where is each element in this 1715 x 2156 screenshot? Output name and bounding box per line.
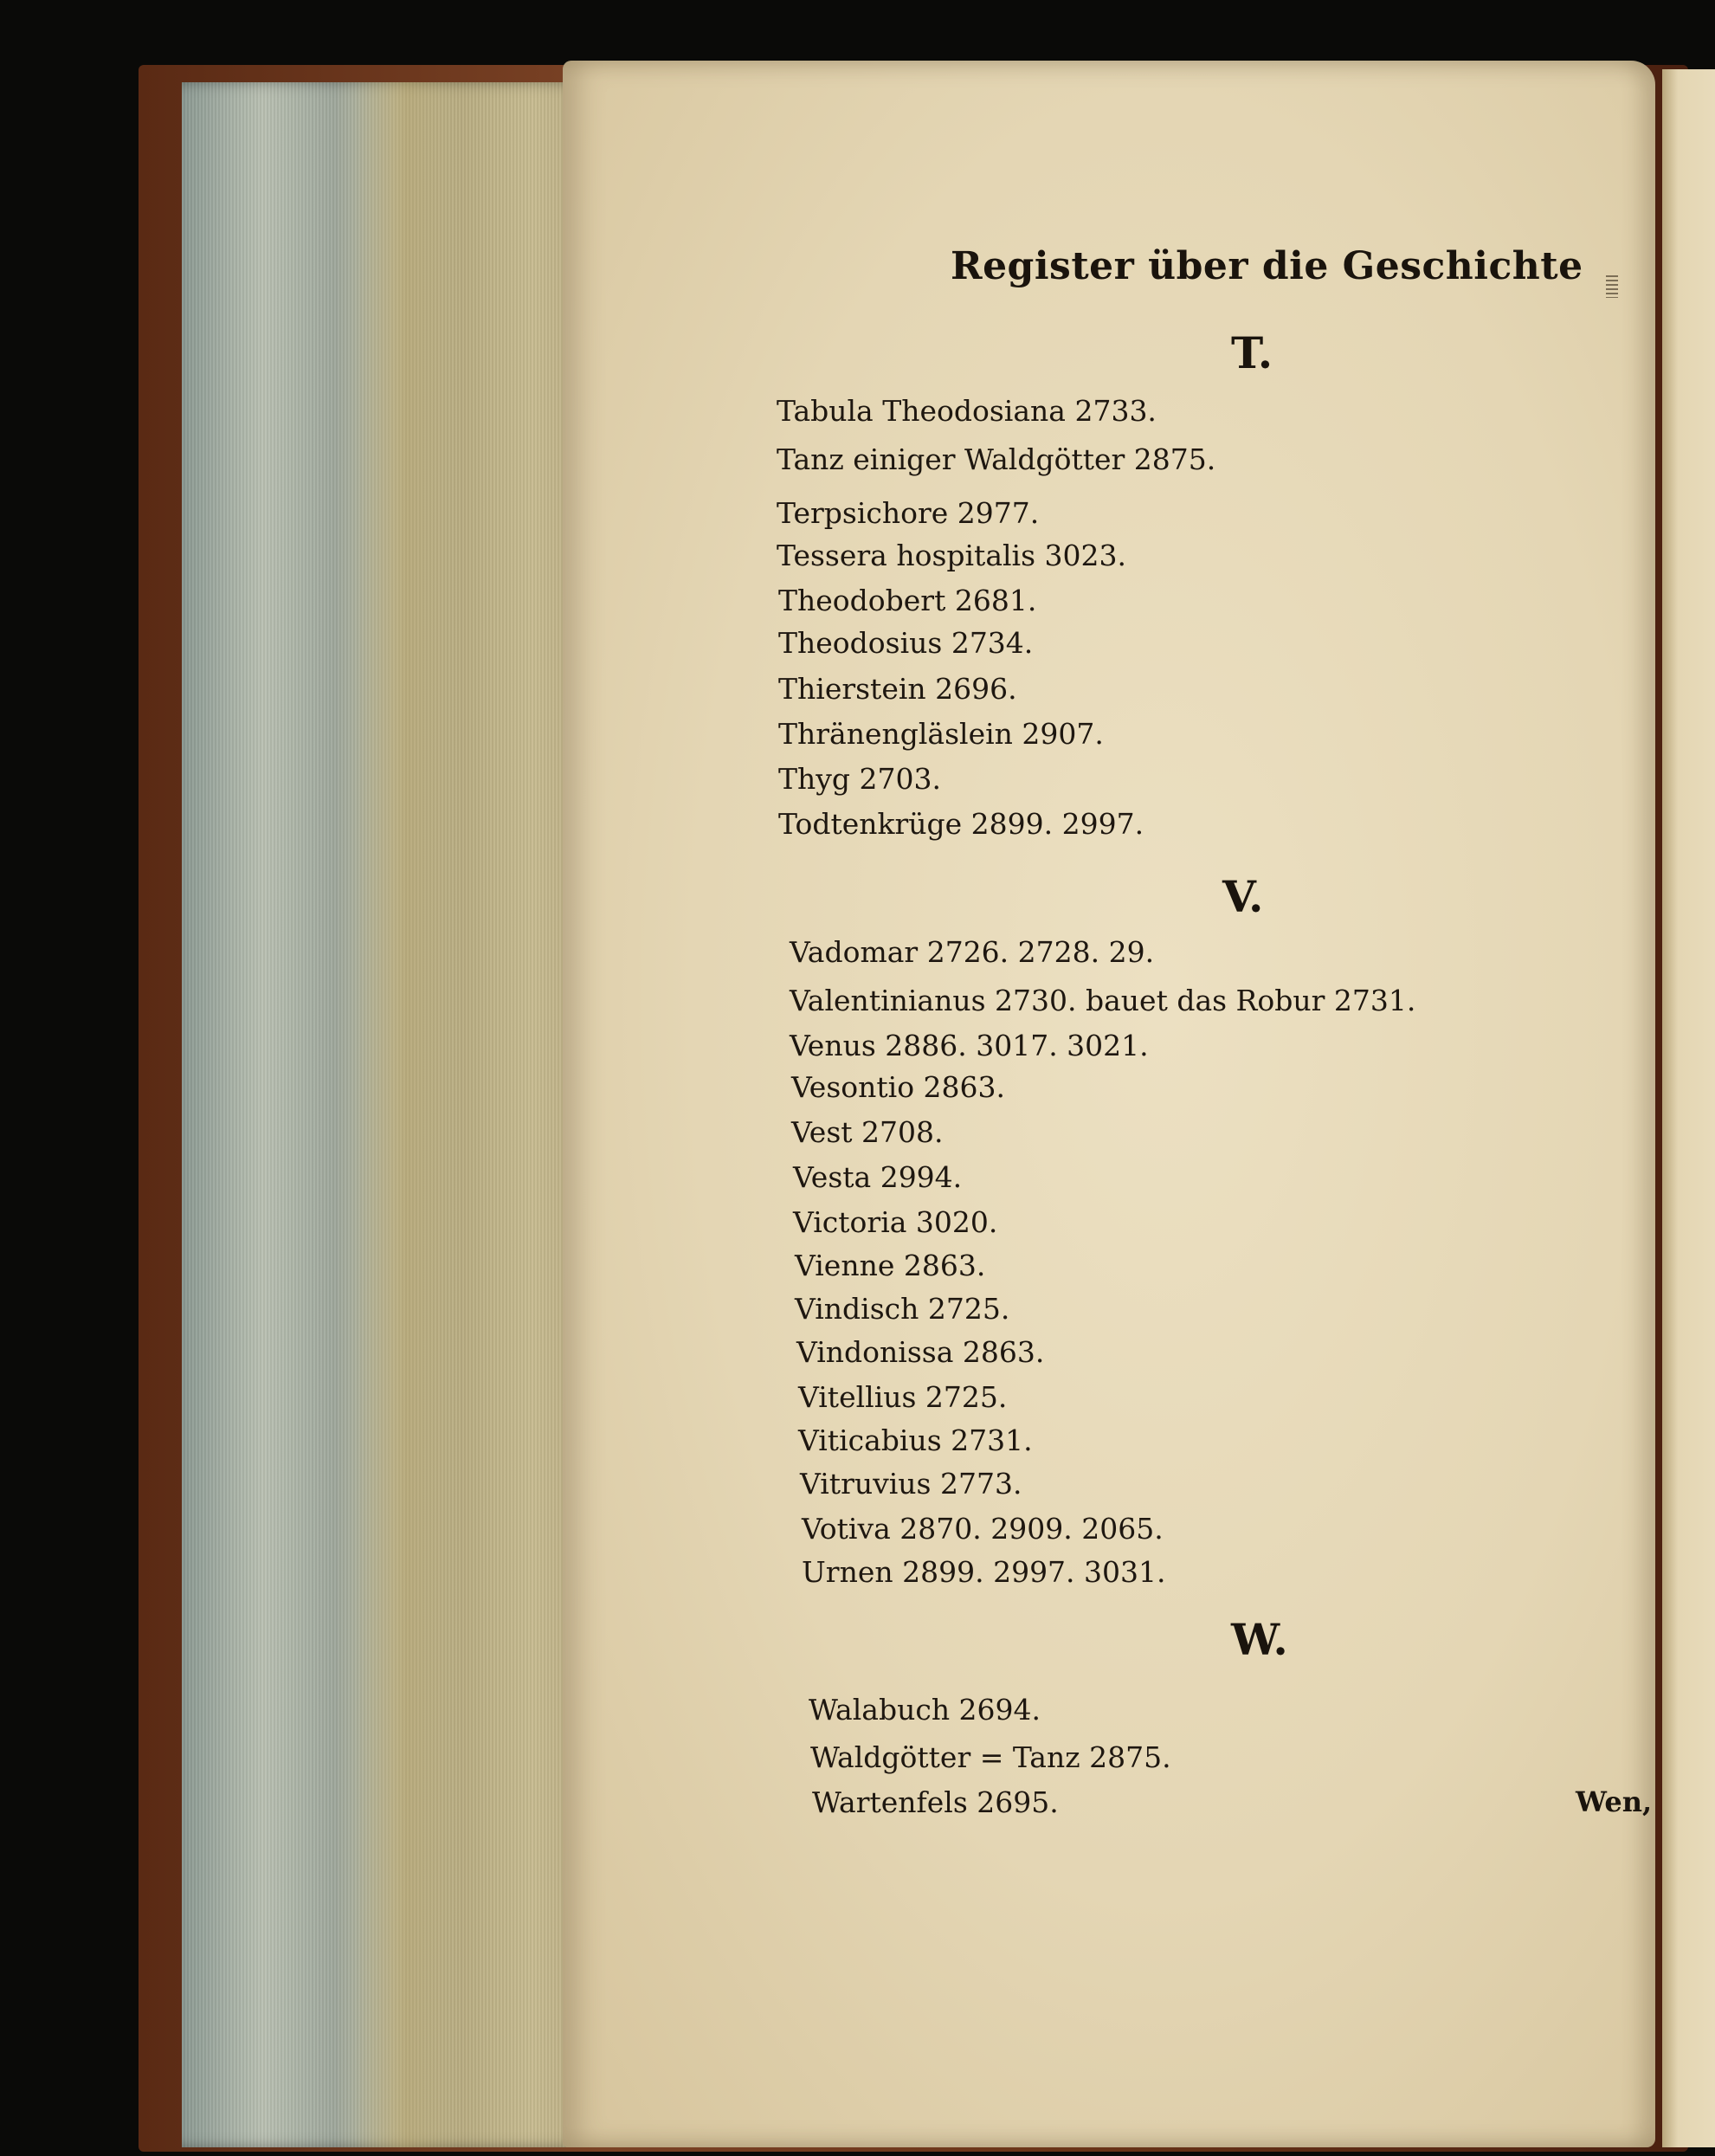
- edge-stain: [355, 82, 459, 2147]
- index-entry: Vitellius 2725.: [798, 1380, 1008, 1414]
- gutter-mark: [1606, 275, 1618, 298]
- index-entry: Tanz einiger Waldgötter 2875.: [777, 442, 1216, 476]
- catchword: Wen,: [1576, 1785, 1653, 1818]
- index-entry: Urnen 2899. 2997. 3031.: [802, 1555, 1166, 1589]
- index-entry: Vadomar 2726. 2728. 29.: [790, 935, 1155, 969]
- index-entry: Vienne 2863.: [795, 1249, 986, 1282]
- facing-page-fragment: [1680, 391, 1714, 410]
- index-entry: Todtenkrüge 2899. 2997.: [778, 807, 1144, 841]
- index-entry: Walabuch 2694.: [809, 1693, 1041, 1727]
- index-entry: Valentinianus 2730. bauet das Robur 2731.: [790, 984, 1416, 1017]
- section-letter-w: W.: [1231, 1614, 1288, 1665]
- index-entry: Thyg 2703.: [778, 762, 941, 796]
- index-entry: Thränengläslein 2907.: [778, 717, 1104, 751]
- index-entry: Viticabius 2731.: [798, 1423, 1033, 1457]
- index-entry: Venus 2886. 3017. 3021.: [790, 1029, 1149, 1062]
- index-entry: Wartenfels 2695.: [812, 1785, 1059, 1819]
- index-entry: Vindonissa 2863.: [796, 1335, 1045, 1369]
- index-entry: Victoria 3020.: [793, 1205, 998, 1239]
- index-entry: Tabula Theodosiana 2733.: [777, 394, 1157, 428]
- index-entry: Vest 2708.: [791, 1115, 944, 1149]
- index-entry: Vindisch 2725.: [795, 1292, 1010, 1326]
- index-entry: Vitruvius 2773.: [800, 1467, 1022, 1501]
- facing-page-edge: [1662, 69, 1715, 2147]
- index-entry: Vesontio 2863.: [791, 1070, 1006, 1104]
- section-letter-v: V.: [1222, 871, 1264, 922]
- index-entry: Terpsichore 2977.: [777, 496, 1040, 530]
- index-entry: Votiva 2870. 2909. 2065.: [802, 1512, 1164, 1546]
- running-head: Register über die Geschichte: [951, 244, 1583, 288]
- index-entry: Thierstein 2696.: [778, 672, 1017, 706]
- index-entry: Waldgötter = Tanz 2875.: [810, 1740, 1171, 1774]
- index-entry: Vesta 2994.: [793, 1160, 963, 1194]
- index-entry: Theodobert 2681.: [778, 584, 1037, 617]
- index-entry: Tessera hospitalis 3023.: [777, 539, 1126, 572]
- section-letter-t: T.: [1231, 327, 1273, 378]
- index-entry: Theodosius 2734.: [778, 626, 1034, 660]
